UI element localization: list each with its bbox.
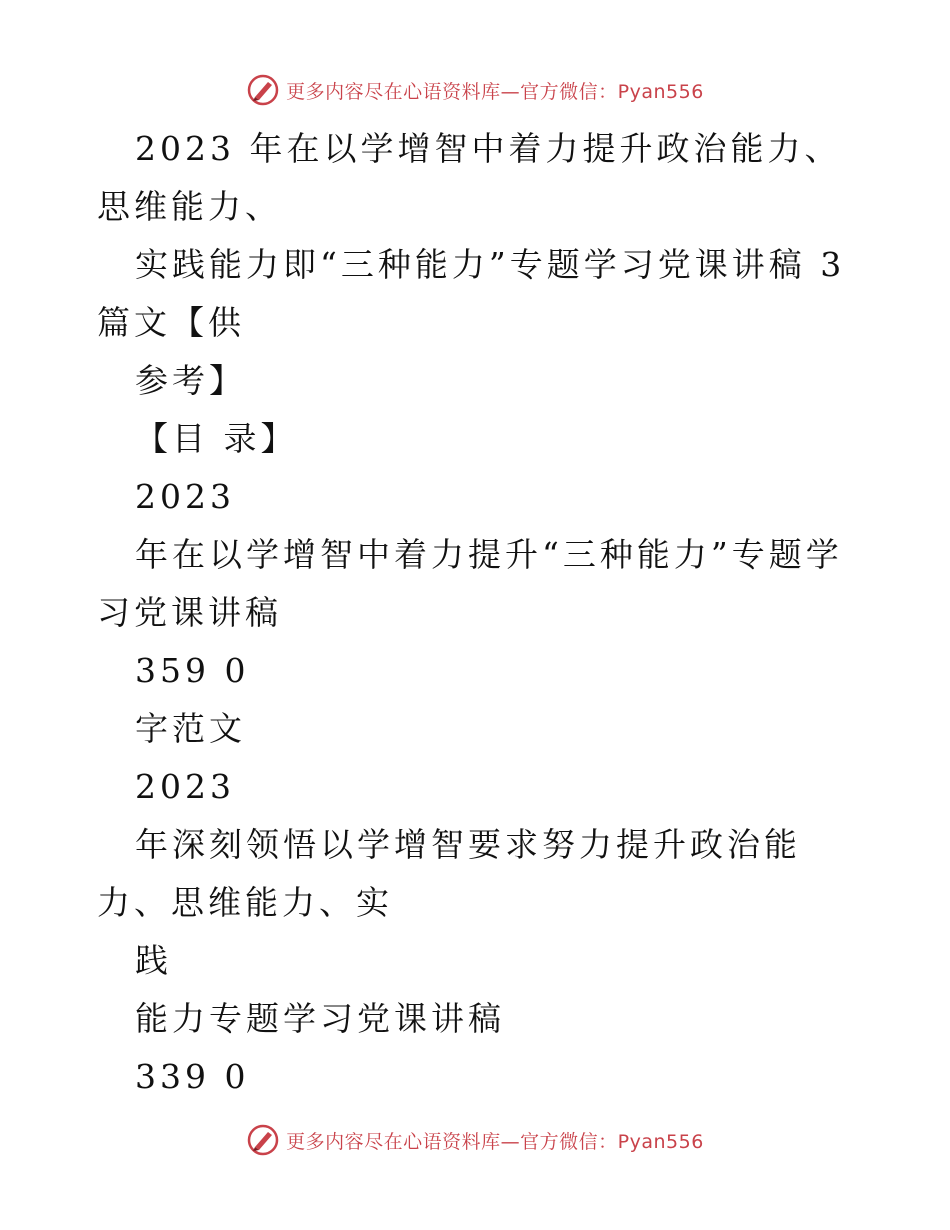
paragraph: 年在以学增智中着力提升“三种能力”专题学习党课讲稿 [97,535,843,632]
document-body [97,120,857,1106]
paragraph: 能力专题学习党课讲稿 [135,999,505,1038]
paragraph: 年深刻领悟以学增智要求努力提升政治能力、思维能力、实 [97,825,801,922]
paragraph: 实践能力即“三种能力”专题学习党课讲稿 3 篇文【供 [97,245,846,342]
paragraph: 2023 [135,767,235,806]
paragraph: 2023 [135,477,235,516]
paragraph: 359 0 [135,651,250,690]
footer-banner [0,1120,950,1160]
pen-logo-icon [246,1123,280,1157]
paragraph: 参考】 [135,361,246,400]
footer-banner-text: 更多内容尽在心语资料库—官方微信：Pyan556 [286,1130,704,1153]
toc-heading: 【目 录】 [135,419,298,458]
paragraph: 2023 年在以学增智中着力提升政治能力、思维能力、 [97,129,842,226]
header-banner [0,70,950,110]
header-banner-text: 更多内容尽在心语资料库—官方微信：Pyan556 [286,80,704,103]
paragraph: 339 0 [135,1057,250,1096]
paragraph: 践 [135,941,172,980]
paragraph: 字范文 [135,709,246,748]
pen-logo-icon [246,73,280,107]
